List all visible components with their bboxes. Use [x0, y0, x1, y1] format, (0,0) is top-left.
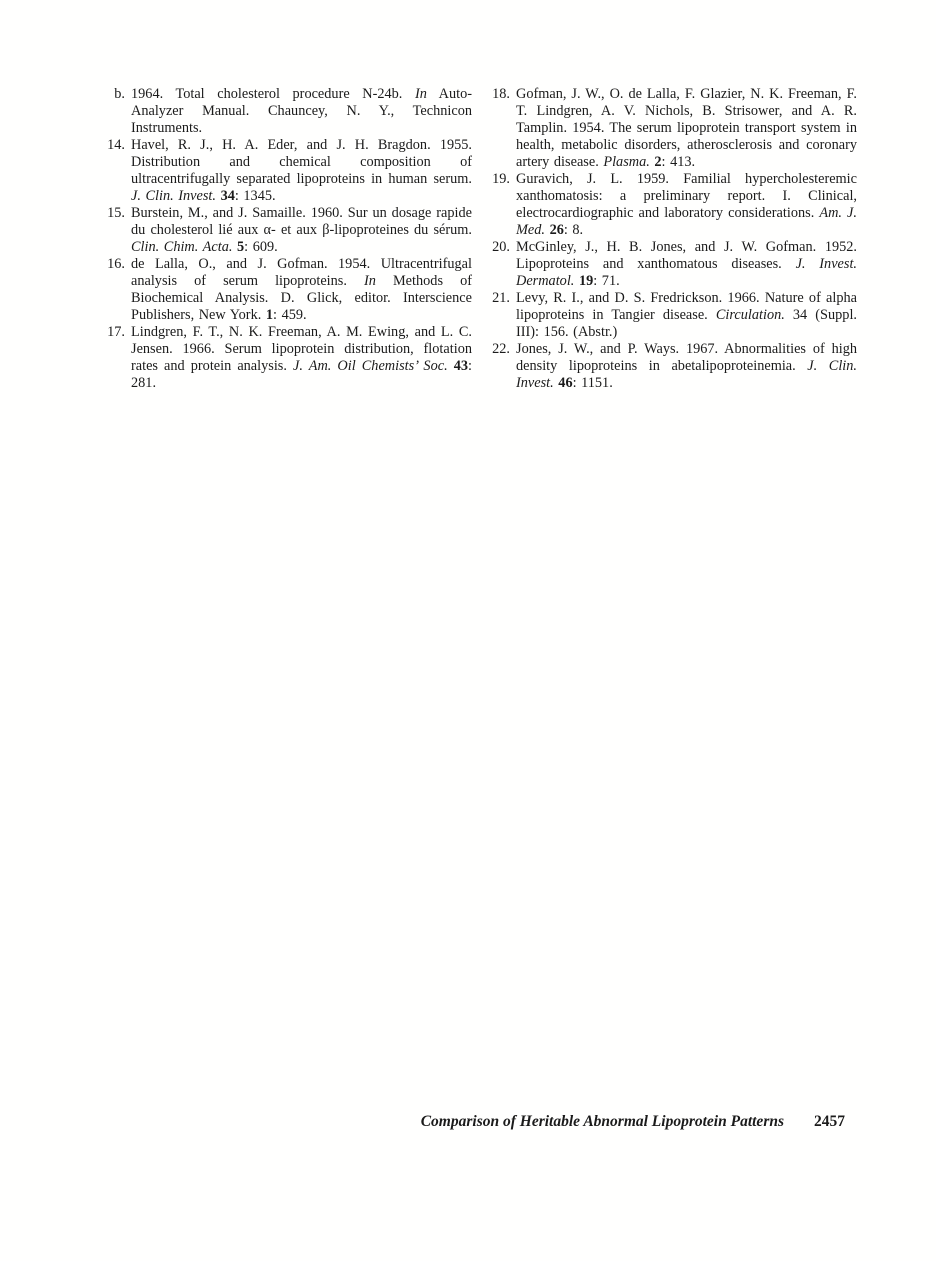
reference-item [485, 171, 857, 239]
reference-item [100, 137, 472, 205]
reference-text: Guravich, J. L. 1959. Familial hypercholesteremic xanthomatosis: a preliminary report. I. Clinical, electrocardiographic and laboratory considerations. Am. J. Med. 26: 8. [516, 171, 857, 238]
references-section [100, 86, 857, 392]
reference-text: McGinley, J., H. B. Jones, and J. W. Gofman. 1952. Lipoproteins and xanthomatous diseases. J. Invest. Dermatol. 19: 71. [516, 239, 857, 289]
page-number: 2457 [814, 1113, 845, 1130]
reference-number: 16. [107, 256, 125, 272]
reference-item [100, 86, 472, 137]
reference-item [485, 290, 857, 341]
reference-item [485, 86, 857, 171]
reference-number: 17. [107, 324, 125, 340]
reference-text: Havel, R. J., H. A. Eder, and J. H. Bragdon. 1955. Distribution and chemical composition of ultracentrifugally separated lipoproteins in human serum. J. Clin. Invest. 34: 1345. [131, 137, 472, 204]
references-column-right [485, 86, 857, 392]
reference-text: 1964. Total cholesterol procedure N-24b. In Auto-Analyzer Manual. Chauncey, N. Y., Technicon Instruments. [131, 86, 472, 136]
reference-text: Lindgren, F. T., N. K. Freeman, A. M. Ewing, and L. C. Jensen. 1966. Serum lipoprotein distribution, flotation rates and protein analysis. J. Am. Oil Chemists’ Soc. 43: 281. [131, 324, 472, 391]
reference-number: 21. [492, 290, 510, 306]
reference-item [100, 205, 472, 256]
reference-item [485, 341, 857, 392]
references-column-left [100, 86, 472, 392]
reference-item [100, 256, 472, 324]
reference-item [485, 239, 857, 290]
reference-number: b. [114, 86, 125, 102]
reference-text: Gofman, J. W., O. de Lalla, F. Glazier, N. K. Freeman, F. T. Lindgren, A. V. Nichols, B. Strisower, and A. R. Tamplin. 1954. The serum lipoprotein transport system in health, metabolic disorders, atherosclerosis and coronary artery disease. Plasma. 2: 413. [516, 86, 857, 170]
reference-number: 18. [492, 86, 510, 102]
reference-number: 20. [492, 239, 510, 255]
page-footer [421, 1112, 845, 1131]
reference-number: 14. [107, 137, 125, 153]
reference-number: 22. [492, 341, 510, 357]
reference-item [100, 324, 472, 392]
reference-text: de Lalla, O., and J. Gofman. 1954. Ultracentrifugal analysis of serum lipoproteins. In Methods of Biochemical Analysis. D. Glick, editor. Interscience Publishers, New York. 1: 459. [131, 256, 472, 323]
reference-number: 19. [492, 171, 510, 187]
reference-text: Levy, R. I., and D. S. Fredrickson. 1966. Nature of alpha lipoproteins in Tangier disease. Circulation. 34 (Suppl. III): 156. (Abstr.) [516, 290, 857, 340]
reference-text: Jones, J. W., and P. Ways. 1967. Abnormalities of high density lipoproteins in abetalipoproteinemia. J. Clin. Invest. 46: 1151. [516, 341, 857, 391]
reference-number: 15. [107, 205, 125, 221]
reference-text: Burstein, M., and J. Samaille. 1960. Sur un dosage rapide du cholesterol lié aux α- et aux β-lipoproteines du sérum. Clin. Chim. Acta. 5: 609. [131, 205, 472, 255]
running-title: Comparison of Heritable Abnormal Lipoprotein Patterns [420, 1113, 784, 1130]
